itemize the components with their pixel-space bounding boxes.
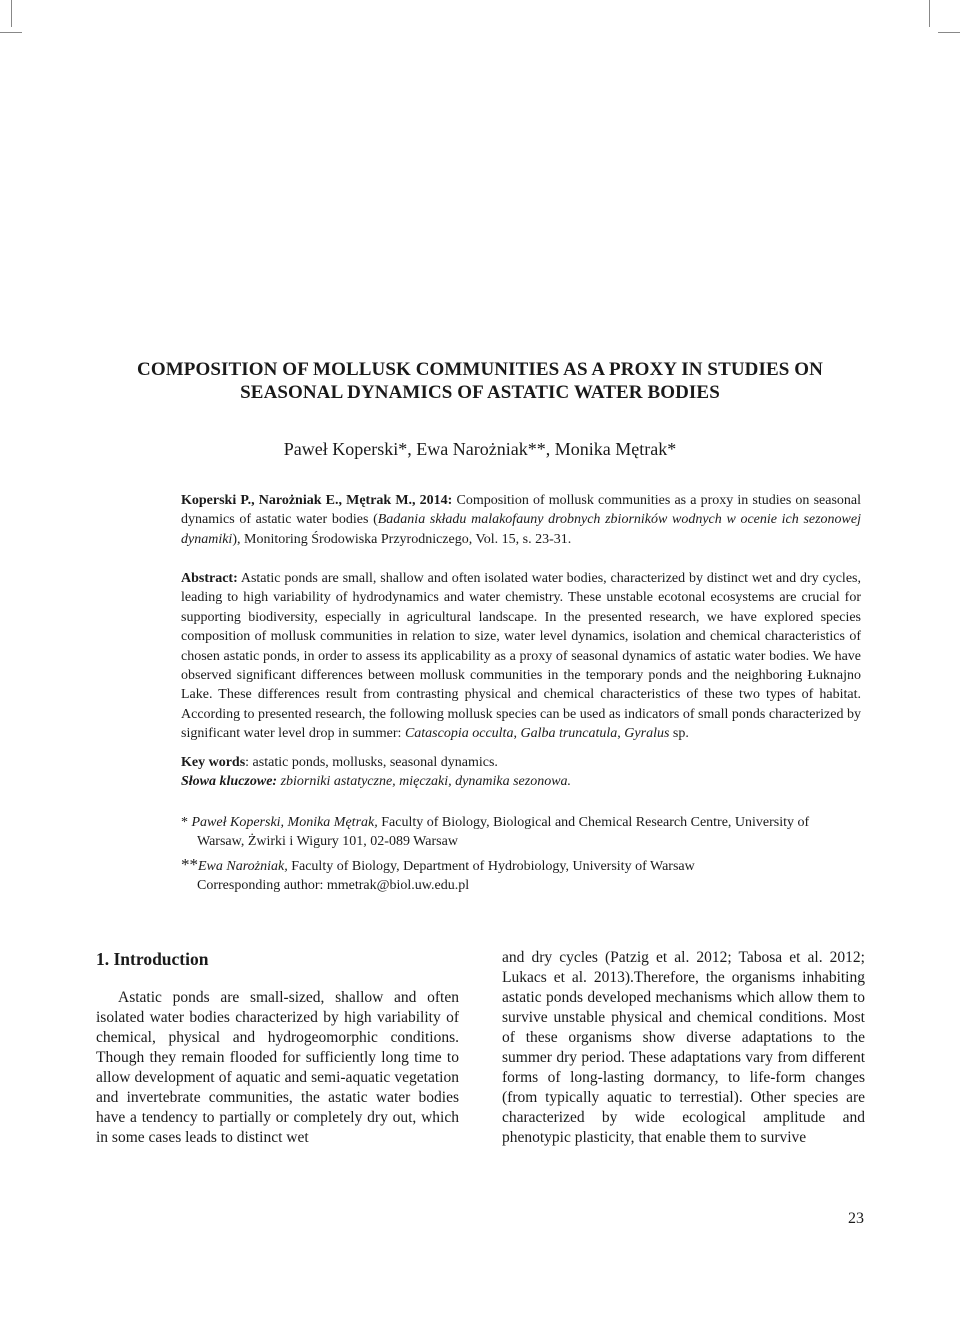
crop-mark-top-right-horizontal xyxy=(938,32,960,33)
abstract-label: Abstract: xyxy=(181,571,238,586)
citation-polish-title: Badania składu malakofauny drobnych zbiorników wodnych w ocenie ich sezonowej dynamiki xyxy=(181,512,861,547)
intro-paragraph-left: Astatic ponds are small-sized, shallow and often isolated water bodies characterized by high variability of chemical, physical and hydrogeomorphic conditions. Though they remain flooded for sufficiently long time to allow development of aquatic and semi-aquatic vegetation and invertebrate communities, the astatic water bodies have a tendency to partially or completely dry out, which in some cases leads to distinct wet xyxy=(96,989,459,1146)
abstract-text: Astatic ponds are small, shallow and often isolated water bodies, characterized by distinct wet and dry cycles, leading to high variability of hydrodynamics and water chemistry. These unstable ecotonal ecosystems are crucial for supporting biodiversity, especially in agricultural landscape. In the presented research, we have explored species composition of mollusk communities in relation to size, water level dynamics, isolation and chemical characteristics of chosen astatic ponds, in order to assess its applicability as a proxy of seasonal dynamics of astatic water bodies. We have observed significant differences between mollusk communities in the temporary ponds and the neighboring Łuknajno Lake. These differences result from contrasting physical and chemical characteristics of these two types of habitat. According to presented research, the following mollusk species can be used as indicators of small ponds characterized by significant water level drop in summer: xyxy=(181,571,861,742)
citation-title: Composition of mollusk communities as a proxy in studies on seasonal dynamics of astatic water bodies ( xyxy=(181,493,861,528)
keywords-polish xyxy=(181,772,861,791)
keywords-polish-text: zbiorniki astatyczne, mięczaki, dynamika sezonowa. xyxy=(277,774,572,790)
abstract xyxy=(181,569,861,744)
affiliation-1-names: Paweł Koperski, Monika Mętrak, xyxy=(191,815,378,830)
abstract-separator: , xyxy=(617,726,625,742)
keywords-label: Key words xyxy=(181,755,246,770)
paper-title-line-2: SEASONAL DYNAMICS OF ASTATIC WATER BODIES xyxy=(240,382,720,403)
intro-paragraph-right: and dry cycles (Patzig et al. 2012; Tabosa et al. 2012; Lukacs et al. 2013).Therefore, the organisms inhabiting astatic ponds developed mechanisms which allow them to survive unstable physical and chemical conditions. Most of these organisms show diverse adaptations to the summer dry period. These adaptations vary from different forms of long-lasting dormancy, to life-form changes (from typically aquatic to terrestial). Other species are characterized by wide ecological amplitude and phenotypic plasticity, that enable them to survive xyxy=(502,949,865,1146)
affiliation-2-text: Faculty of Biology, Department of Hydrobiology, University of Warsaw xyxy=(287,858,695,874)
species-galba: Galba truncatula xyxy=(520,726,618,742)
affiliation-1-text: Faculty of Biology, Biological and Chemical Research Centre, University of xyxy=(377,815,810,830)
species-gyralus: Gyralus xyxy=(624,726,670,742)
affiliation-1 xyxy=(181,813,861,832)
abstract-separator: , xyxy=(513,726,521,742)
abstract-end: sp. xyxy=(669,726,689,742)
corresponding-author: Corresponding author: mmetrak@biol.uw.edu.pl xyxy=(197,878,470,894)
author-list: Paweł Koperski*, Ewa Narożniak**, Monika Mętrak* xyxy=(283,439,677,459)
intro-right-column xyxy=(502,948,865,1148)
citation-authors-year: Koperski P., Narożniak E., Mętrak M., 2014: xyxy=(181,493,453,508)
section-heading-introduction: 1. Introduction xyxy=(96,949,209,969)
affiliation-1-mark: * xyxy=(181,815,192,830)
page-number: 23 xyxy=(848,1210,864,1227)
paper-title-line-1: COMPOSITION OF MOLLUSK COMMUNITIES AS A PROXY IN STUDIES ON xyxy=(137,359,823,380)
keywords-polish-label: Słowa kluczowe: xyxy=(181,774,278,790)
citation-source: ), Monitoring Środowiska Przyrodniczego, Vol. 15, s. 23-31. xyxy=(232,531,572,547)
keywords xyxy=(181,753,861,792)
keywords-text: : astatic ponds, mollusks, seasonal dynamics. xyxy=(245,755,498,770)
crop-mark-top-left-vertical xyxy=(11,0,12,27)
affiliation-2 xyxy=(181,855,861,876)
intro-left-column xyxy=(96,949,459,1148)
paper-title xyxy=(95,358,865,404)
crop-mark-top-left-horizontal xyxy=(0,32,22,33)
keywords-english xyxy=(181,753,861,772)
citation xyxy=(181,491,861,549)
crop-mark-top-right-vertical xyxy=(929,0,930,27)
affiliation-1-address: Warsaw, Żwirki i Wigury 101, 02-089 Warsaw xyxy=(197,834,458,850)
species-catascopia: Catascopia occulta xyxy=(404,726,514,742)
affiliations xyxy=(181,813,861,896)
affiliation-2-name: Ewa Narożniak, xyxy=(198,858,288,874)
affiliation-2-mark: ** xyxy=(181,854,198,874)
